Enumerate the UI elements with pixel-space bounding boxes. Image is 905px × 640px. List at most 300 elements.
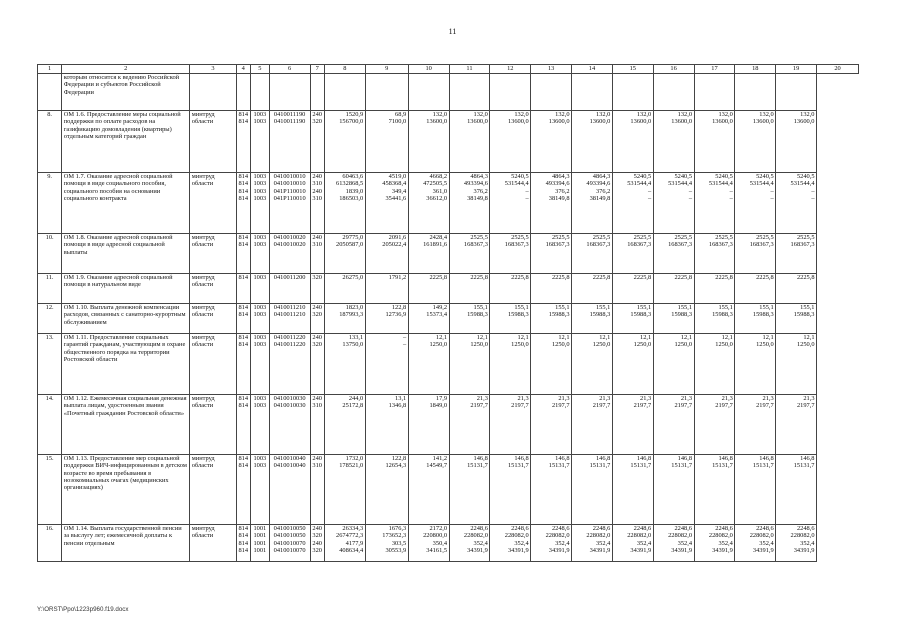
value-cell — [269, 395, 310, 455]
value-line: 12,1 — [599, 334, 611, 341]
value-line: 155,1 — [555, 304, 570, 311]
value-line: 146,8 — [677, 455, 693, 462]
value-line: 34391,9 — [630, 546, 652, 554]
value-line: 173652,3 — [382, 532, 407, 540]
page-number: 11 — [448, 27, 457, 36]
value-line: 814 — [238, 111, 249, 118]
value-line: 34391,9 — [793, 546, 815, 554]
column-number-cell: 17 — [694, 65, 735, 74]
value-cell — [250, 395, 269, 455]
value-cell — [694, 525, 735, 562]
value-line: 2525,5 — [592, 234, 611, 241]
value-line: 0410010070 — [273, 546, 306, 554]
value-cell — [449, 111, 490, 173]
value-line: 186503,0 — [339, 194, 364, 202]
value-line: 15131,7 — [671, 462, 693, 470]
column-number-cell: 14 — [572, 65, 613, 74]
value-line: 155,1 — [473, 304, 488, 311]
value-cell — [310, 304, 324, 334]
executor-cell: минтруд области — [190, 395, 236, 455]
value-line: 2525,5 — [796, 234, 815, 241]
value-line: 041P110010 — [273, 194, 306, 202]
value-line: 2248,6 — [715, 525, 733, 532]
value-line: 240 — [312, 234, 322, 241]
value-line: 146,8 — [636, 455, 652, 462]
value-line: 814 — [238, 462, 249, 470]
value-line: 352,4 — [514, 539, 529, 547]
value-line: 2197,7 — [674, 402, 693, 410]
value-cell — [653, 304, 694, 334]
value-line: 1003 — [253, 402, 267, 410]
value-line: – — [770, 187, 774, 195]
value-line: 34391,9 — [467, 546, 488, 554]
value-line: 352,4 — [636, 539, 652, 547]
value-line: 38149,8 — [467, 194, 488, 202]
value-line: 320 — [312, 546, 322, 554]
value-line: 1250,0 — [511, 341, 529, 349]
value-line: 1250,0 — [551, 341, 570, 349]
value-line: 2248,6 — [592, 525, 611, 532]
value-line: – — [403, 334, 407, 341]
value-line: 350,4 — [432, 539, 448, 547]
value-line: 1003 — [253, 395, 267, 402]
value-line: 240 — [312, 111, 322, 118]
row-number-cell: 15. — [38, 455, 62, 525]
value-line: 2525,5 — [756, 234, 774, 241]
value-cell — [612, 525, 653, 562]
value-line: 26334,3 — [342, 525, 364, 532]
value-line: 38149,8 — [548, 194, 570, 202]
value-cell — [490, 395, 531, 455]
value-cell — [612, 304, 653, 334]
value-cell — [735, 304, 776, 334]
value-cell — [531, 525, 572, 562]
column-number-cell: 5 — [250, 65, 269, 74]
value-line: 12654,3 — [385, 462, 407, 470]
table-row — [38, 455, 859, 525]
value-line: 14549,7 — [426, 462, 448, 470]
value-line: – — [525, 194, 529, 202]
column-number-cell: 7 — [310, 65, 324, 74]
value-line: 15988,3 — [712, 311, 733, 319]
value-cell — [365, 274, 408, 304]
column-number-cell: 10 — [408, 65, 449, 74]
value-line: – — [648, 194, 652, 202]
value-line: 15131,7 — [589, 462, 611, 470]
value-line: 168367,3 — [790, 241, 815, 249]
value-line: 472505,5 — [423, 180, 448, 188]
value-cell — [250, 334, 269, 395]
value-line: 13600,0 — [671, 118, 693, 126]
value-line: 240 — [312, 525, 322, 532]
value-line: 2525,5 — [633, 234, 652, 241]
value-line: 1003 — [253, 274, 267, 281]
value-line: 168367,3 — [545, 241, 570, 249]
value-cell — [324, 304, 365, 334]
value-line: 2248,6 — [756, 525, 774, 532]
value-line: 1250,0 — [633, 341, 652, 349]
value-line: 2197,7 — [633, 402, 652, 410]
value-line: 15988,3 — [548, 311, 570, 319]
value-line: 155,1 — [636, 304, 652, 311]
value-cell — [735, 234, 776, 274]
value-cell — [776, 274, 817, 304]
value-line: 352,4 — [718, 539, 733, 547]
value-cell — [694, 74, 735, 111]
value-line: 2525,5 — [715, 234, 733, 241]
value-line: 155,1 — [677, 304, 693, 311]
value-cell — [612, 234, 653, 274]
value-line: 34391,9 — [548, 546, 570, 554]
value-cell — [236, 455, 250, 525]
value-line: 2091,6 — [388, 234, 407, 241]
value-cell — [310, 173, 324, 234]
value-line: 161891,6 — [423, 241, 448, 249]
value-line: 13600,0 — [630, 118, 652, 126]
measure-name-cell: ОМ 1.6. Предоставление меры социальной поддержки по оплате расходов на газификацию домовладения (квартиры) отдельным категорий граждан — [62, 111, 190, 173]
value-cell — [694, 304, 735, 334]
value-cell — [236, 274, 250, 304]
value-line: 21,3 — [721, 395, 733, 402]
value-line: 15131,7 — [467, 462, 488, 470]
value-cell — [490, 525, 531, 562]
value-line: 141,2 — [432, 455, 448, 462]
executor-cell: минтруд области — [190, 234, 236, 274]
value-line: 376,2 — [473, 187, 488, 195]
value-cell — [612, 274, 653, 304]
value-cell — [269, 525, 310, 562]
value-line: 240 — [312, 539, 322, 547]
value-cell — [324, 111, 365, 173]
value-line: 68,9 — [395, 111, 407, 118]
value-line: 178521,0 — [339, 462, 364, 470]
value-line: 2225,8 — [756, 274, 774, 281]
column-number-cell: 9 — [365, 65, 408, 74]
value-line: 2225,8 — [592, 274, 611, 281]
value-cell — [653, 234, 694, 274]
value-cell — [408, 274, 449, 304]
value-cell — [572, 525, 613, 562]
value-cell — [250, 455, 269, 525]
value-line: 13600,0 — [467, 118, 488, 126]
column-number-cell: 13 — [531, 65, 572, 74]
value-cell — [735, 74, 776, 111]
value-line: 15988,3 — [630, 311, 652, 319]
value-line: 814 — [238, 539, 249, 547]
value-line: 25172,8 — [342, 402, 364, 410]
value-cell — [236, 111, 250, 173]
value-line: 2225,8 — [511, 274, 529, 281]
value-line: 1250,0 — [592, 341, 611, 349]
value-line: 4668,2 — [429, 173, 448, 180]
value-line: 1003 — [253, 234, 267, 241]
value-line: 2248,6 — [470, 525, 488, 532]
column-number-row — [38, 65, 859, 74]
value-cell — [776, 455, 817, 525]
value-cell — [531, 395, 572, 455]
value-line: 12,1 — [721, 334, 733, 341]
value-cell — [776, 173, 817, 234]
value-line: 13600,0 — [712, 118, 733, 126]
value-line: 1003 — [253, 111, 267, 118]
value-cell — [250, 234, 269, 274]
value-line: 1849,0 — [429, 402, 448, 410]
value-line: 132,0 — [514, 111, 529, 118]
value-cell — [310, 395, 324, 455]
value-line: 814 — [238, 173, 249, 180]
value-line: 15988,3 — [752, 311, 774, 319]
value-cell — [236, 395, 250, 455]
value-cell — [776, 395, 817, 455]
value-line: 132,0 — [718, 111, 733, 118]
value-line: 1003 — [253, 241, 267, 249]
value-line: 0410011210 — [273, 311, 306, 319]
row-number-cell: 10. — [38, 234, 62, 274]
value-line: 0410011220 — [273, 341, 306, 349]
executor-cell: минтруд области — [190, 304, 236, 334]
row-number-cell: 8. — [38, 111, 62, 173]
value-cell — [490, 111, 531, 173]
value-line: 2225,8 — [674, 274, 693, 281]
value-cell — [653, 74, 694, 111]
value-line: 21,3 — [680, 395, 693, 402]
measure-name-cell: ОМ 1.12. Ежемесячная социальная денежная выплата лицам, удостоенным звания «Почетный гражданин Ростовской области» — [62, 395, 190, 455]
value-cell — [408, 234, 449, 274]
value-cell — [310, 274, 324, 304]
value-line: 228082,0 — [708, 532, 733, 540]
value-line: 4864,3 — [592, 173, 611, 180]
value-line: 1732,0 — [345, 455, 364, 462]
value-line: 15988,3 — [793, 311, 815, 319]
value-line: 2197,7 — [796, 402, 815, 410]
table-row — [38, 74, 859, 111]
value-line: 310 — [312, 180, 322, 188]
value-cell — [449, 395, 490, 455]
value-cell — [612, 173, 653, 234]
value-line: – — [811, 187, 815, 195]
row-number-cell: 16. — [38, 525, 62, 562]
value-line: 15131,7 — [793, 462, 815, 470]
value-cell — [449, 525, 490, 562]
value-cell — [449, 274, 490, 304]
value-line: 168367,3 — [749, 241, 774, 249]
value-line: 122,8 — [391, 304, 407, 311]
value-line: 1346,8 — [388, 402, 407, 410]
value-line: 1250,0 — [429, 341, 448, 349]
value-line: 168367,3 — [504, 241, 529, 249]
value-line: 34161,5 — [426, 546, 448, 554]
value-line: 5240,5 — [756, 173, 774, 180]
value-line: 5240,5 — [715, 173, 733, 180]
value-cell — [531, 74, 572, 111]
value-line: 814 — [238, 525, 249, 532]
value-cell — [694, 455, 735, 525]
value-cell — [324, 395, 365, 455]
value-cell — [735, 455, 776, 525]
value-line: 12,1 — [476, 334, 488, 341]
value-line: 814 — [238, 234, 249, 241]
value-cell — [612, 455, 653, 525]
value-line: 15131,7 — [752, 462, 774, 470]
value-cell — [365, 395, 408, 455]
value-line: 244,0 — [348, 395, 364, 402]
value-cell — [572, 274, 613, 304]
value-line: 35441,6 — [385, 194, 407, 202]
value-line: 240 — [312, 395, 322, 402]
value-line: 12736,9 — [385, 311, 407, 319]
value-cell — [735, 395, 776, 455]
value-cell — [365, 173, 408, 234]
value-line: 0410010010 — [273, 173, 306, 180]
value-line: 0410011190 — [273, 111, 306, 118]
value-line: 228082,0 — [749, 532, 774, 540]
value-line: 2197,7 — [715, 402, 733, 410]
value-line: 155,1 — [595, 304, 611, 311]
value-cell — [776, 234, 817, 274]
value-cell — [269, 234, 310, 274]
value-cell — [408, 334, 449, 395]
value-line: 34391,9 — [712, 546, 733, 554]
value-line: 1003 — [253, 173, 267, 180]
value-line: 1003 — [253, 462, 267, 470]
value-line: – — [729, 187, 733, 195]
value-line: 13600,0 — [589, 118, 611, 126]
value-line: 458368,4 — [382, 180, 407, 188]
value-line: 168367,3 — [708, 241, 733, 249]
measure-name-cell: ОМ 1.11. Предоставление социальных гарантий гражданам, участвующим в охране общественного порядка на территории Ростовской области — [62, 334, 190, 395]
value-line: 149,2 — [432, 304, 448, 311]
value-line: 13750,0 — [342, 341, 364, 349]
value-cell — [310, 234, 324, 274]
value-cell — [572, 455, 613, 525]
column-number-cell: 12 — [490, 65, 531, 74]
value-line: 320 — [312, 118, 322, 126]
value-cell — [572, 234, 613, 274]
measure-name-cell: которым относится к ведению Российской Федерации и субъектов Российской Федерации — [62, 74, 190, 111]
measure-name-cell: ОМ 1.8. Оказание адресной социальной помощи в виде адресной социальной выплаты — [62, 234, 190, 274]
value-cell — [653, 455, 694, 525]
value-line: 4519,0 — [388, 173, 407, 180]
value-line: 21,3 — [599, 395, 611, 402]
value-line: 2525,5 — [674, 234, 693, 241]
value-cell — [612, 74, 653, 111]
value-line: 2050587,0 — [336, 241, 364, 249]
value-line: 0410010050 — [273, 532, 306, 540]
value-line: 187993,3 — [339, 311, 364, 319]
value-line: 155,1 — [718, 304, 733, 311]
value-line: 15988,3 — [507, 311, 529, 319]
value-line: 146,8 — [514, 455, 529, 462]
value-cell — [365, 111, 408, 173]
value-line: 2197,7 — [551, 402, 570, 410]
column-number-cell: 11 — [449, 65, 490, 74]
value-cell — [236, 173, 250, 234]
value-cell — [269, 304, 310, 334]
executor-cell: минтруд области — [190, 525, 236, 562]
value-line: 2197,7 — [756, 402, 774, 410]
value-line: 531544,4 — [749, 180, 774, 188]
value-line: 12,1 — [640, 334, 652, 341]
value-line: 2225,8 — [715, 274, 733, 281]
value-line: 352,4 — [759, 539, 774, 547]
value-line: 814 — [238, 532, 249, 540]
value-line: 0410010050 — [273, 525, 306, 532]
column-number-cell: 20 — [817, 65, 859, 74]
value-line: 2428,4 — [429, 234, 448, 241]
value-line: 349,4 — [391, 187, 407, 195]
value-cell — [408, 525, 449, 562]
value-line: 26275,0 — [342, 274, 364, 281]
table-row — [38, 304, 859, 334]
value-cell — [572, 173, 613, 234]
value-line: 12,1 — [762, 334, 774, 341]
value-cell — [324, 334, 365, 395]
value-line: 2525,5 — [511, 234, 529, 241]
value-cell — [250, 304, 269, 334]
value-line: 240 — [312, 173, 322, 180]
value-cell — [324, 455, 365, 525]
value-cell — [490, 274, 531, 304]
value-line: 4177,9 — [345, 539, 364, 547]
value-line: 1839,0 — [345, 187, 364, 195]
value-cell — [449, 74, 490, 111]
value-line: – — [770, 194, 774, 202]
value-line: 5240,5 — [633, 173, 652, 180]
value-cell — [776, 304, 817, 334]
value-line: 132,0 — [759, 111, 774, 118]
value-line: 228082,0 — [586, 532, 611, 540]
value-cell — [449, 334, 490, 395]
value-line: 814 — [238, 341, 249, 349]
value-line: 1001 — [253, 532, 267, 540]
value-line: 12,1 — [517, 334, 529, 341]
column-number-cell: 15 — [612, 65, 653, 74]
value-line: 34391,9 — [589, 546, 611, 554]
value-line: 168367,3 — [463, 241, 488, 249]
value-line: 240 — [312, 304, 322, 311]
value-line: 15988,3 — [671, 311, 693, 319]
value-line: 2248,6 — [633, 525, 652, 532]
value-cell — [490, 304, 531, 334]
value-line: – — [688, 194, 693, 202]
value-cell — [653, 525, 694, 562]
measure-name-cell: ОМ 1.9. Оказание адресной социальной помощи в натуральном виде — [62, 274, 190, 304]
column-number-cell: 16 — [653, 65, 694, 74]
value-line: 30553,9 — [385, 546, 407, 554]
value-cell — [531, 334, 572, 395]
value-line: 15373,4 — [426, 311, 448, 319]
value-cell — [408, 395, 449, 455]
value-cell — [324, 274, 365, 304]
value-line: 155,1 — [759, 304, 774, 311]
value-line: 310 — [312, 402, 322, 410]
value-line: 320 — [312, 274, 322, 281]
value-line: 240 — [312, 187, 322, 195]
value-line: 0410010010 — [273, 180, 306, 188]
value-cell — [531, 274, 572, 304]
value-cell — [653, 395, 694, 455]
value-cell — [324, 525, 365, 562]
value-line: 15988,3 — [589, 311, 611, 319]
value-line: 1003 — [253, 341, 267, 349]
value-cell — [490, 173, 531, 234]
value-cell — [449, 304, 490, 334]
value-line: – — [688, 187, 693, 195]
value-cell — [694, 274, 735, 304]
value-cell — [365, 74, 408, 111]
value-cell — [694, 173, 735, 234]
value-cell — [269, 455, 310, 525]
